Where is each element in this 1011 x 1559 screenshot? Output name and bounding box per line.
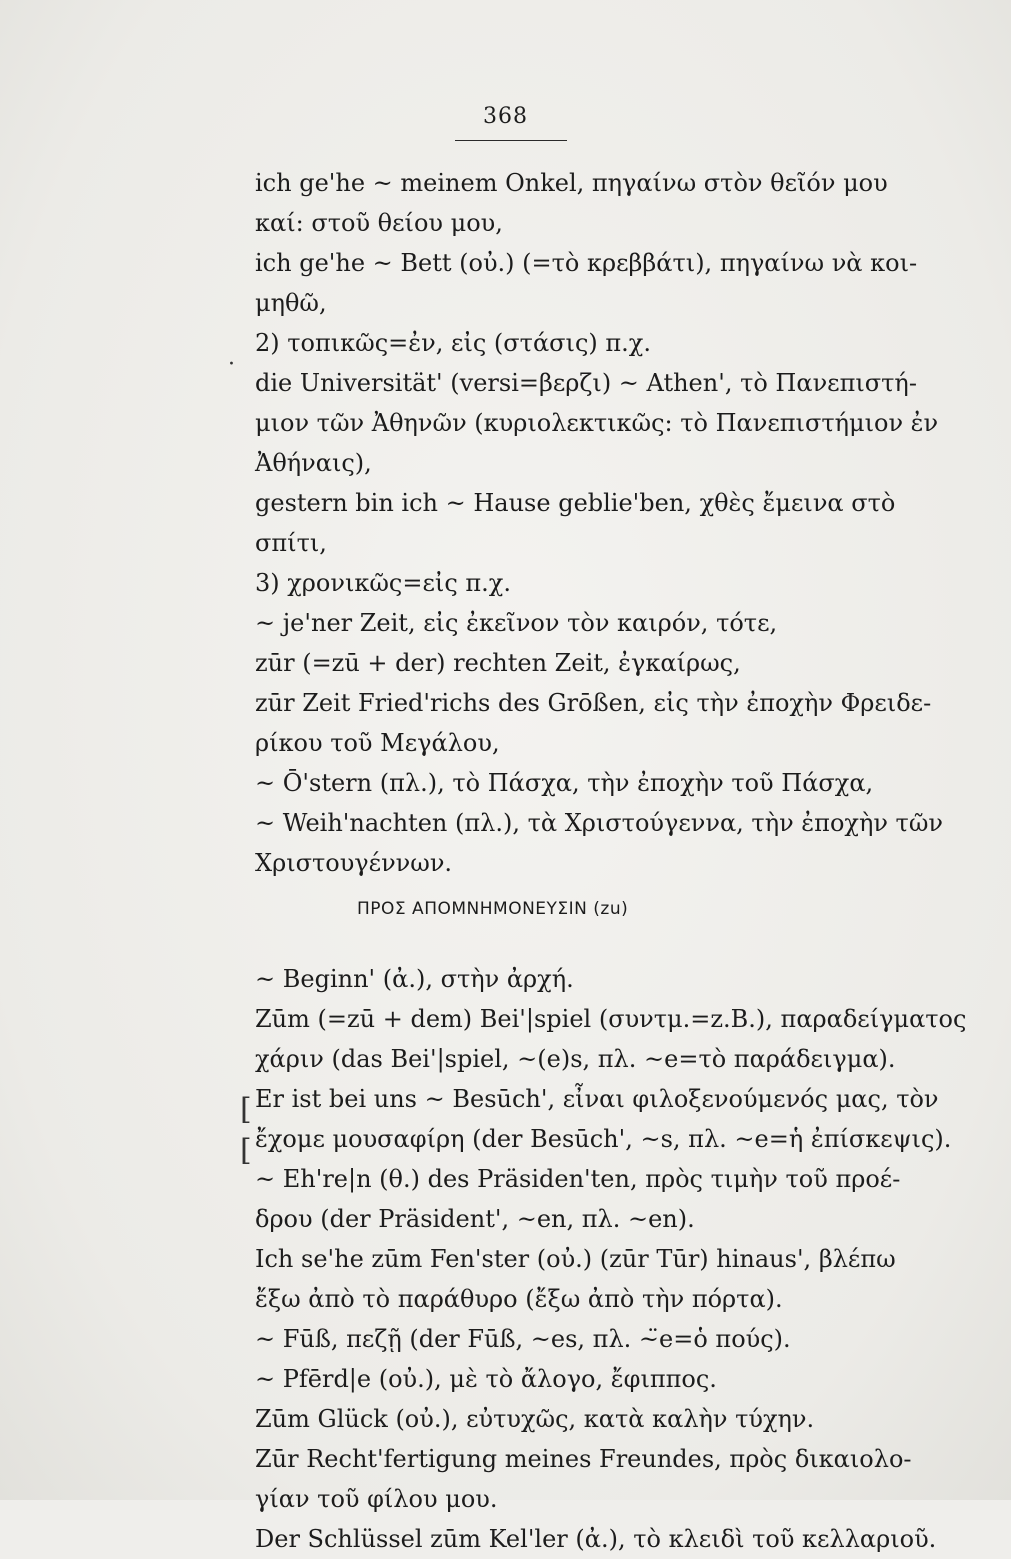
text-line: zūr Zeit Fried'richs des Grōßen, εἰς τὴν ἐποχὴν Φρειδε- (255, 689, 932, 717)
text-line: Ἀθήναις), (255, 449, 372, 477)
spacer (255, 929, 915, 959)
text-line: ~ Eh're|n (θ.) des Präsiden'ten, πρὸς τιμὴν τοῦ προέ- (255, 1165, 901, 1193)
text-line: ~ Weih'nachten (πλ.), τὰ Χριστούγεννα, τὴν ἐποχὴν τῶν (255, 809, 943, 837)
text-line: μιον τῶν Ἀθηνῶν (κυριολεκτικῶς: τὸ Πανεπιστήμιον ἐν (255, 409, 939, 437)
text-line: 3) χρονικῶς=εἰς π.χ. (255, 569, 511, 597)
text-line: χάριν (das Bei'|spiel, ~(e)s, πλ. ~e=τὸ παράδειγμα). (255, 1045, 896, 1073)
text-line: ~ Beginn' (ἀ.), στὴν ἀρχή. (255, 965, 574, 993)
text-line: 2) τοπικῶς=ἐν, εἰς (στάσις) π.χ. (255, 329, 651, 357)
text-line: ἔξω ἀπὸ τὸ παράθυρο (ἔξω ἀπὸ τὴν πόρτα). (255, 1285, 783, 1313)
text-line: καί: στοῦ θείου μου, (255, 209, 503, 237)
bracket-mark: [ (240, 1133, 252, 1168)
text-line: σπίτι, (255, 529, 327, 557)
text-line: Zūm Glück (οὐ.), εὐτυχῶς, κατὰ καλὴν τύχην. (255, 1405, 815, 1433)
text-line: ~ Fūß, πεζῇ (der Fūß, ~es, πλ. ~̈e=ὁ πούς). (255, 1325, 791, 1353)
text-line: Ich se'he zūm Fen'ster (οὐ.) (zūr Tūr) hinaus', βλέπω (255, 1245, 896, 1273)
entries-after-heading (255, 959, 967, 1559)
text-line: ~ Ō'stern (πλ.), τὸ Πάσχα, τὴν ἐποχὴν τοῦ Πάσχα, (255, 769, 874, 797)
text-line: Der Schlüssel zūm Kel'ler (ἀ.), τὸ κλειδὶ τοῦ κελλαριοῦ. (255, 1525, 937, 1553)
section-heading: ΠΡΟΣ ΑΠΟΜΝΗΜΟΝΕΥΣΙΝ (zu) (357, 899, 629, 919)
bracket-mark: [ (240, 1092, 252, 1127)
text-line: δρου (der Präsident', ~en, πλ. ~en). (255, 1205, 695, 1233)
text-line: ~ Pfērd|e (οὐ.), μὲ τὸ ἄλογο, ἔφιππος. (255, 1365, 717, 1393)
text-line: ρίκου τοῦ Μεγάλου, (255, 729, 500, 757)
text-line: die Universität' (versi=βερζι) ~ Athen', τὸ Πανεπιστή- (255, 369, 917, 397)
entries-before-heading (255, 163, 943, 883)
text-line: Zūm (=zū + dem) Bei'|spiel (συντμ.=z.B.), παραδείγματος (255, 1005, 967, 1033)
text-line: ich ge'he ~ Bett (οὐ.) (=τὸ κρεββάτι), πηγαίνω νὰ κοι- (255, 249, 918, 277)
header-rule (455, 140, 567, 141)
text-line: Zūr Recht'fertigung meines Freundes, πρὸς δικαιολο- (255, 1445, 912, 1473)
page-number: 368 (483, 104, 528, 129)
text-line: μηθῶ, (255, 289, 327, 317)
body-text (255, 163, 967, 1559)
text-line: ich ge'he ~ meinem Onkel, πηγαίνω στὸν θεῖόν μου (255, 169, 888, 197)
text-line: ~ je'ner Zeit, εἰς ἐκεῖνον τὸν καιρόν, τότε, (255, 609, 778, 637)
margin-dot: · (228, 352, 235, 377)
text-line: Χριστουγέννων. (255, 849, 453, 877)
text-line: γίαν τοῦ φίλου μου. (255, 1485, 498, 1513)
text-line: ἔχομε μουσαφίρη (der Besūch', ~s, πλ. ~e=ἡ ἐπίσκεψις). (255, 1125, 952, 1153)
text-line: gestern bin ich ~ Hause geblie'ben, χθὲς ἔμεινα στὸ (255, 489, 896, 517)
text-line: Er ist bei uns ~ Besūch', εἶναι φιλοξενούμενός μας, τὸν (255, 1085, 939, 1113)
text-line: zūr (=zū + der) rechten Zeit, ἐγκαίρως, (255, 649, 741, 677)
